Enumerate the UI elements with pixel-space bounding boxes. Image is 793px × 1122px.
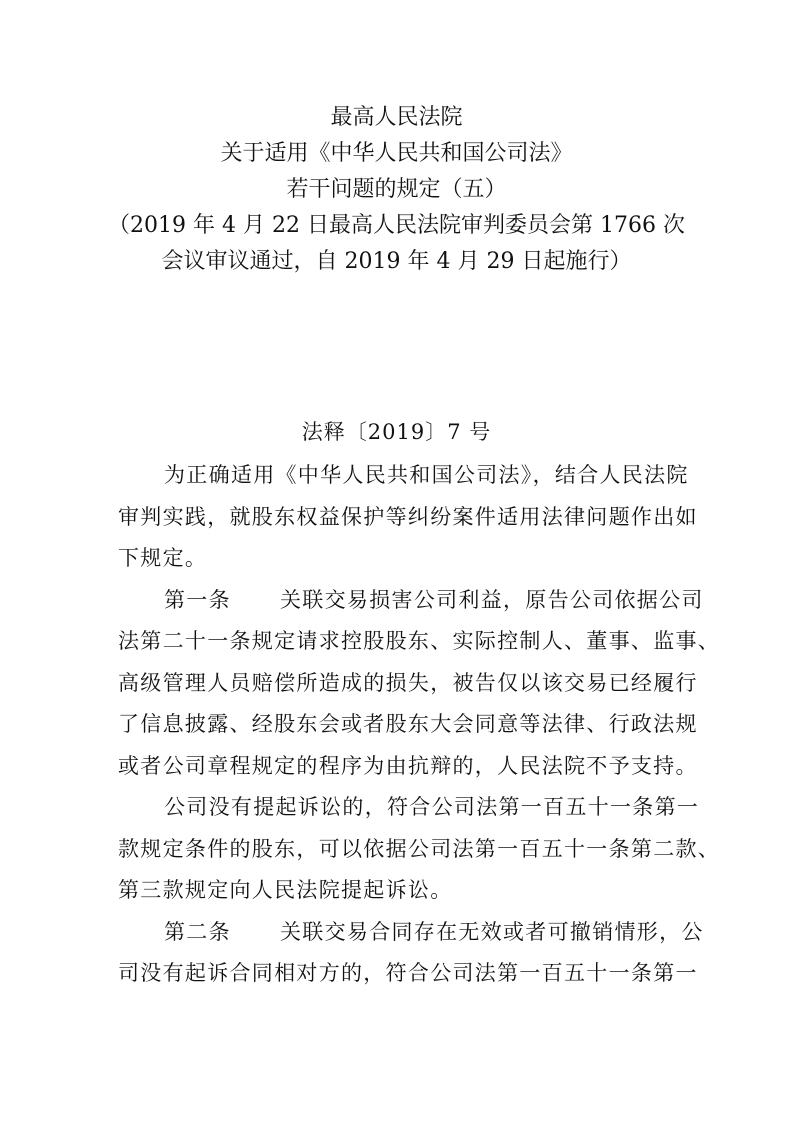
adoption-note-line2: 会议审议通过，自 2019 年 4 月 29 日起施行） [161, 249, 632, 274]
preamble-line: 审判实践，就股东权益保护等纠纷案件适用法律问题作出如 [118, 504, 698, 529]
document-number: 法释〔2019〕7 号 [301, 420, 492, 444]
article2-first-line [118, 912, 704, 954]
regulation-subtitle: 若干问题的规定（五） [286, 177, 507, 202]
preamble-line: 为正确适用《中华人民共和国公司法》，结合人民法院 [164, 463, 689, 487]
document-title-block [0, 100, 793, 280]
article2-line: 司没有起诉合同相对方的，符合公司法第一百五十一条第一 [118, 961, 698, 985]
preamble-line: 下规定。 [118, 546, 208, 570]
article1-heading: 第一条 [164, 587, 231, 612]
article1-line: 高级管理人员赔偿所造成的损失，被告仅以该交易已经履行 [118, 670, 698, 695]
article2-text: 关联交易合同存在无效或者可撤销情形，公 [280, 919, 704, 944]
article1-first-line [118, 580, 704, 622]
article1-line: 或者公司章程规定的程序为由抗辩的，人民法院不予支持。 [118, 753, 698, 778]
document-body [118, 455, 721, 995]
article1-para2-line: 公司没有提起诉讼的，符合公司法第一百五十一条第一 [164, 795, 700, 819]
adoption-note-line1: （2019 年 4 月 22 日最高人民法院审判委员会第 1766 次 [108, 213, 685, 238]
article1-line: 法第二十一条规定请求控股股东、实际控制人、董事、监事、 [118, 629, 721, 653]
article1-line: 了信息披露、经股东会或者股东大会同意等法律、行政法规 [118, 712, 698, 736]
article2-heading: 第二条 [164, 919, 231, 944]
regulation-title: 关于适用《中华人民共和国公司法》 [220, 141, 573, 166]
article1-text: 关联交易损害公司利益，原告公司依据公司 [280, 587, 704, 612]
article1-para2-line: 第三款规定向人民法院提起诉讼。 [118, 878, 453, 902]
issuer-title: 最高人民法院 [330, 105, 463, 130]
article1-para2-line: 款规定条件的股东，可以依据公司法第一百五十一条第二款、 [118, 836, 721, 861]
